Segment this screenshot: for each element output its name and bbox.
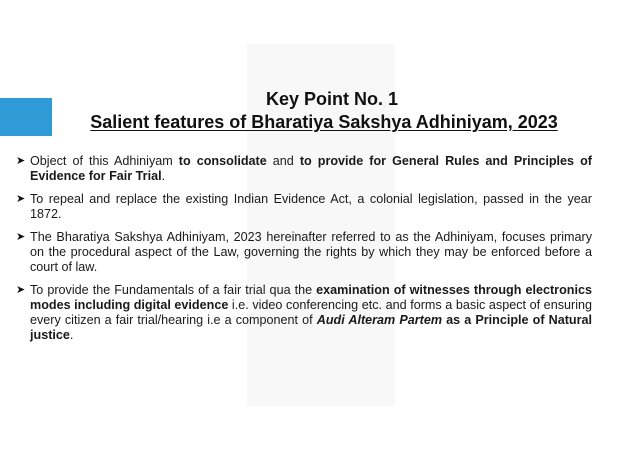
- bullet-bold-text: to consolidate: [178, 154, 267, 168]
- title-key-point: Key Point No. 1: [265, 89, 399, 109]
- arrow-bullet-icon: ➤: [16, 155, 26, 167]
- bullet-list: [16, 154, 592, 351]
- bullet-text: To repeal and replace the existing Indian Evidence Act, a colonial legislation, passed in the year 1872.: [30, 192, 592, 221]
- title-salient-features: Salient features of Bharatiya Sakshya Adhiniyam, 2023: [90, 112, 558, 132]
- bullet-text: To provide the Fundamentals of a fair trial qua the: [30, 283, 317, 297]
- bullet-text: The Bharatiya Sakshya Adhiniyam, 2023 hereinafter referred to as the Adhiniyam, focuses primary on the procedural aspect of the Law, governing the rights by which they may be enforced before a court of law.: [30, 230, 592, 274]
- bullet-item: [16, 283, 592, 343]
- bullet-text: i.e. video conferencing etc. and forms a basic aspect of ensuring every citizen a fair trial/hearing i.e a component of: [30, 298, 592, 327]
- bullet-bold-text: to provide for General Rules and Principles of Evidence for Fair Trial: [30, 154, 592, 183]
- arrow-bullet-icon: ➤: [16, 284, 26, 296]
- bullet-text: and: [266, 154, 300, 168]
- bullet-bold-text: as a Principle of Natural justice: [30, 313, 592, 342]
- bullet-bold-text: examination of witnesses through electronics modes including digital evidence: [30, 283, 592, 312]
- bullet-item: [16, 154, 592, 184]
- arrow-bullet-icon: ➤: [16, 193, 26, 205]
- bullet-item: [16, 192, 592, 222]
- slide-title: [0, 88, 638, 134]
- bullet-text: .: [161, 169, 166, 183]
- bullet-bold-italic-text: Audi Alteram Partem: [316, 313, 443, 327]
- bullet-text: Object of this Adhiniyam: [30, 154, 179, 168]
- arrow-bullet-icon: ➤: [16, 231, 26, 243]
- bullet-item: [16, 230, 592, 275]
- bullet-text: .: [69, 328, 74, 342]
